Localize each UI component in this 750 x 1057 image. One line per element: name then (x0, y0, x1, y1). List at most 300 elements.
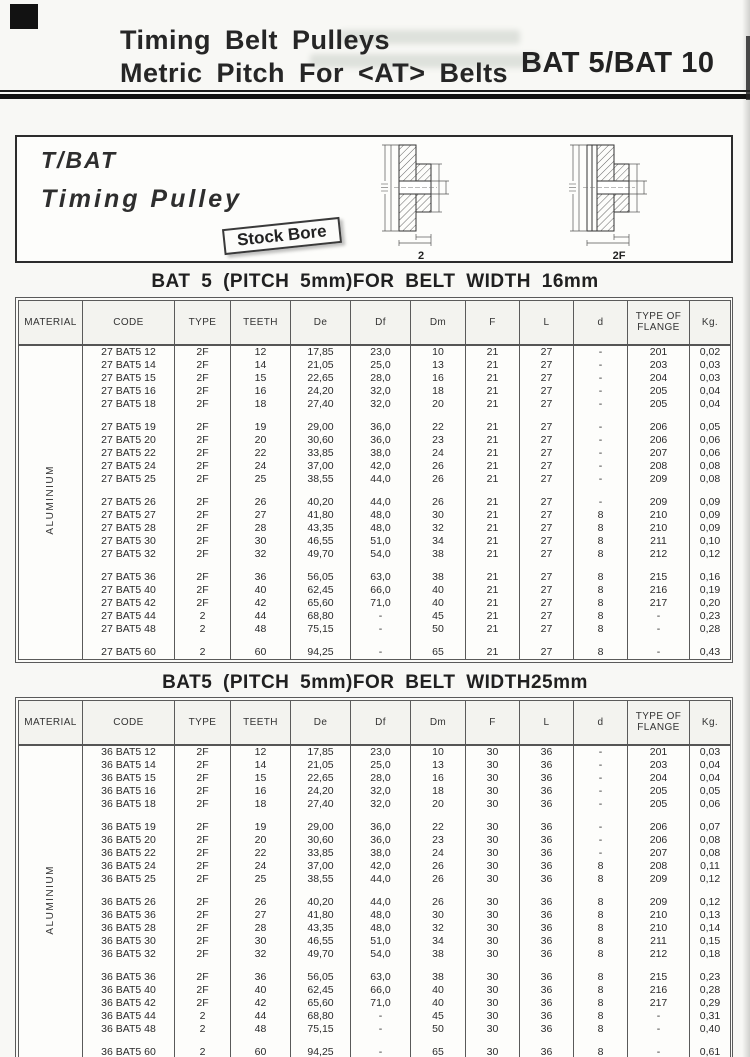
cell-d: - (574, 847, 628, 860)
cell-flange: 210 (628, 922, 690, 935)
cell-dm: 10 (411, 345, 466, 359)
cell-kg: 0,06 (690, 798, 731, 811)
cell-de: 21,05 (291, 359, 351, 372)
cell-df: 48,0 (351, 522, 411, 535)
col-header-f: F (466, 701, 520, 745)
cell-flange: 216 (628, 584, 690, 597)
cell-de: 22,65 (291, 372, 351, 385)
table-row (19, 447, 731, 460)
table-row (19, 834, 731, 847)
col-header-code: CODE (83, 301, 175, 345)
group-gap (19, 561, 731, 571)
cell-f: 30 (466, 821, 520, 834)
cell-de: 40,20 (291, 496, 351, 509)
cell-code: 27 BAT5 27 (83, 509, 175, 522)
table-row (19, 535, 731, 548)
cell-df: 28,0 (351, 772, 411, 785)
product-series: T/BAT (41, 147, 118, 173)
cell-flange: 206 (628, 421, 690, 434)
cell-teeth: 28 (231, 522, 291, 535)
cell-f: 30 (466, 759, 520, 772)
cell-d: 8 (574, 935, 628, 948)
pulley-cross-section-flanged-icon (563, 141, 675, 247)
cell-kg: 0,04 (690, 398, 731, 411)
col-header-df: Df (351, 701, 411, 745)
table-row (19, 385, 731, 398)
pulley-diagram-type2 (365, 141, 477, 262)
cell-de: 46,55 (291, 535, 351, 548)
cell-flange: 209 (628, 473, 690, 486)
table-row (19, 1010, 731, 1023)
cell-dm: 40 (411, 584, 466, 597)
group-gap (19, 961, 731, 971)
cell-f: 30 (466, 909, 520, 922)
cell-de: 49,70 (291, 948, 351, 961)
table-row (19, 597, 731, 610)
cell-type: 2F (175, 922, 231, 935)
col-header-de: De (291, 301, 351, 345)
cell-df: 38,0 (351, 847, 411, 860)
cell-dm: 22 (411, 421, 466, 434)
cell-flange: 205 (628, 385, 690, 398)
table-row (19, 398, 731, 411)
page-header (120, 24, 508, 90)
cell-df: 63,0 (351, 571, 411, 584)
col-header-material: MATERIAL (19, 301, 83, 345)
cell-d: - (574, 385, 628, 398)
cell-teeth: 25 (231, 473, 291, 486)
cell-de: 33,85 (291, 847, 351, 860)
cell-code: 27 BAT5 25 (83, 473, 175, 486)
cell-f: 30 (466, 798, 520, 811)
page-title-line1: Timing Belt Pulleys (120, 25, 391, 55)
cell-l: 27 (520, 496, 574, 509)
cell-de: 68,80 (291, 610, 351, 623)
cell-kg: 0,08 (690, 834, 731, 847)
table-row (19, 785, 731, 798)
cell-teeth: 40 (231, 984, 291, 997)
cell-l: 27 (520, 584, 574, 597)
group-gap (19, 486, 731, 496)
cell-dm: 16 (411, 772, 466, 785)
cell-l: 36 (520, 860, 574, 873)
cell-type: 2F (175, 896, 231, 909)
cell-teeth: 32 (231, 548, 291, 561)
cell-code: 27 BAT5 16 (83, 385, 175, 398)
cell-teeth: 22 (231, 847, 291, 860)
cell-d: 8 (574, 922, 628, 935)
cell-dm: 26 (411, 860, 466, 873)
table-row (19, 896, 731, 909)
cell-df: 25,0 (351, 759, 411, 772)
cell-flange: 205 (628, 798, 690, 811)
cell-dm: 38 (411, 971, 466, 984)
cell-l: 36 (520, 935, 574, 948)
cell-type: 2F (175, 509, 231, 522)
cell-df: 23,0 (351, 745, 411, 759)
cell-type: 2F (175, 548, 231, 561)
cell-de: 49,70 (291, 548, 351, 561)
cell-f: 30 (466, 745, 520, 759)
cell-kg: 0,12 (690, 548, 731, 561)
cell-type: 2F (175, 522, 231, 535)
cell-l: 27 (520, 359, 574, 372)
cell-df: 48,0 (351, 509, 411, 522)
cell-de: 56,05 (291, 571, 351, 584)
cell-teeth: 36 (231, 971, 291, 984)
cell-d: 8 (574, 1023, 628, 1036)
cell-code: 36 BAT5 42 (83, 997, 175, 1010)
cell-code: 36 BAT5 14 (83, 759, 175, 772)
cell-teeth: 27 (231, 909, 291, 922)
cell-de: 17,85 (291, 745, 351, 759)
cell-df: 32,0 (351, 785, 411, 798)
cell-de: 24,20 (291, 385, 351, 398)
cell-type: 2F (175, 798, 231, 811)
cell-type: 2F (175, 597, 231, 610)
cell-flange: 208 (628, 860, 690, 873)
table-row (19, 798, 731, 811)
cell-l: 36 (520, 1046, 574, 1057)
cell-teeth: 27 (231, 509, 291, 522)
diagram-label-2: 2 (417, 250, 425, 262)
cell-code: 36 BAT5 18 (83, 798, 175, 811)
cell-l: 36 (520, 971, 574, 984)
cell-dm: 38 (411, 571, 466, 584)
cell-df: - (351, 646, 411, 660)
cell-df: 42,0 (351, 860, 411, 873)
cell-flange: - (628, 623, 690, 636)
cell-type: 2F (175, 909, 231, 922)
cell-d: 8 (574, 509, 628, 522)
cell-kg: 0,07 (690, 821, 731, 834)
cell-kg: 0,40 (690, 1023, 731, 1036)
cell-kg: 0,43 (690, 646, 731, 660)
cell-kg: 0,08 (690, 473, 731, 486)
table-row (19, 1046, 731, 1057)
cell-dm: 26 (411, 473, 466, 486)
col-header-l: L (520, 701, 574, 745)
cell-de: 65,60 (291, 597, 351, 610)
col-header-df: Df (351, 301, 411, 345)
table-row (19, 509, 731, 522)
cell-f: 21 (466, 571, 520, 584)
cell-dm: 30 (411, 909, 466, 922)
cell-teeth: 60 (231, 646, 291, 660)
cell-de: 29,00 (291, 821, 351, 834)
cell-teeth: 42 (231, 997, 291, 1010)
col-header-teeth: TEETH (231, 701, 291, 745)
cell-code: 27 BAT5 30 (83, 535, 175, 548)
cell-code: 36 BAT5 48 (83, 1023, 175, 1036)
cell-type: 2F (175, 359, 231, 372)
header-row (19, 301, 731, 345)
cell-d: - (574, 759, 628, 772)
cell-teeth: 20 (231, 434, 291, 447)
scan-corner-mark (10, 4, 38, 29)
cell-flange: 210 (628, 509, 690, 522)
cell-l: 36 (520, 785, 574, 798)
cell-type: 2F (175, 860, 231, 873)
cell-f: 30 (466, 873, 520, 886)
cell-d: 8 (574, 997, 628, 1010)
cell-l: 36 (520, 847, 574, 860)
cell-code: 36 BAT5 22 (83, 847, 175, 860)
cell-l: 27 (520, 535, 574, 548)
product-name: Timing Pulley (41, 185, 243, 213)
table-row (19, 997, 731, 1010)
product-box (15, 135, 733, 263)
cell-df: 28,0 (351, 372, 411, 385)
cell-f: 21 (466, 522, 520, 535)
cell-kg: 0,03 (690, 745, 731, 759)
cell-dm: 26 (411, 873, 466, 886)
cell-df: 51,0 (351, 535, 411, 548)
cell-flange: - (628, 1046, 690, 1057)
cell-teeth: 42 (231, 597, 291, 610)
cell-code: 27 BAT5 14 (83, 359, 175, 372)
col-header-kg: Kg. (690, 701, 731, 745)
cell-f: 30 (466, 984, 520, 997)
cell-d: - (574, 834, 628, 847)
table-row (19, 821, 731, 834)
cell-de: 33,85 (291, 447, 351, 460)
cell-d: 8 (574, 984, 628, 997)
cell-flange: 210 (628, 909, 690, 922)
cell-kg: 0,04 (690, 385, 731, 398)
cell-de: 94,25 (291, 646, 351, 660)
cell-type: 2F (175, 345, 231, 359)
cell-type: 2F (175, 421, 231, 434)
cell-f: 21 (466, 372, 520, 385)
cell-l: 36 (520, 896, 574, 909)
cell-kg: 0,19 (690, 584, 731, 597)
cell-f: 30 (466, 971, 520, 984)
cell-d: - (574, 421, 628, 434)
cell-dm: 18 (411, 785, 466, 798)
cell-de: 68,80 (291, 1010, 351, 1023)
cell-de: 22,65 (291, 772, 351, 785)
cell-d: 8 (574, 597, 628, 610)
cell-code: 27 BAT5 60 (83, 646, 175, 660)
cell-flange: 203 (628, 759, 690, 772)
cell-code: 36 BAT5 36 (83, 909, 175, 922)
cell-code: 27 BAT5 40 (83, 584, 175, 597)
cell-dm: 13 (411, 359, 466, 372)
table-row (19, 584, 731, 597)
cell-kg: 0,61 (690, 1046, 731, 1057)
cell-code: 27 BAT5 22 (83, 447, 175, 460)
cell-dm: 26 (411, 896, 466, 909)
cell-df: 66,0 (351, 984, 411, 997)
cell-de: 29,00 (291, 421, 351, 434)
cell-l: 36 (520, 798, 574, 811)
cell-dm: 50 (411, 1023, 466, 1036)
cell-df: 38,0 (351, 447, 411, 460)
cell-type: 2F (175, 821, 231, 834)
cell-type: 2F (175, 385, 231, 398)
cell-dm: 18 (411, 385, 466, 398)
cell-type: 2F (175, 785, 231, 798)
cell-l: 36 (520, 759, 574, 772)
cell-kg: 0,11 (690, 860, 731, 873)
cell-flange: 206 (628, 834, 690, 847)
cell-type: 2F (175, 873, 231, 886)
cell-d: - (574, 359, 628, 372)
cell-f: 30 (466, 772, 520, 785)
cell-type: 2F (175, 984, 231, 997)
cell-dm: 45 (411, 1010, 466, 1023)
cell-teeth: 44 (231, 1010, 291, 1023)
cell-l: 27 (520, 646, 574, 660)
cell-de: 30,60 (291, 834, 351, 847)
cell-d: 8 (574, 610, 628, 623)
cell-l: 36 (520, 922, 574, 935)
cell-teeth: 24 (231, 860, 291, 873)
cell-type: 2F (175, 535, 231, 548)
cell-de: 46,55 (291, 935, 351, 948)
cell-type: 2F (175, 447, 231, 460)
cell-flange: 201 (628, 745, 690, 759)
cell-flange: 212 (628, 948, 690, 961)
col-header-de: De (291, 701, 351, 745)
cell-code: 27 BAT5 32 (83, 548, 175, 561)
cell-type: 2F (175, 571, 231, 584)
cell-flange: 216 (628, 984, 690, 997)
table-row (19, 984, 731, 997)
cell-kg: 0,16 (690, 571, 731, 584)
cell-df: - (351, 610, 411, 623)
cell-de: 37,00 (291, 460, 351, 473)
cell-kg: 0,28 (690, 984, 731, 997)
cell-d: - (574, 798, 628, 811)
cell-d: - (574, 473, 628, 486)
cell-l: 27 (520, 571, 574, 584)
model-code: BAT 5/BAT 10 (521, 47, 715, 79)
cell-l: 27 (520, 447, 574, 460)
cell-kg: 0,23 (690, 610, 731, 623)
cell-kg: 0,08 (690, 847, 731, 860)
cell-f: 30 (466, 785, 520, 798)
cell-flange: - (628, 646, 690, 660)
cell-kg: 0,08 (690, 460, 731, 473)
cell-dm: 38 (411, 948, 466, 961)
cell-kg: 0,10 (690, 535, 731, 548)
cell-d: 8 (574, 1046, 628, 1057)
cell-d: 8 (574, 971, 628, 984)
cell-l: 27 (520, 597, 574, 610)
group-gap (19, 636, 731, 646)
cell-df: 36,0 (351, 421, 411, 434)
table-row (19, 948, 731, 961)
cell-d: - (574, 460, 628, 473)
cell-df: 48,0 (351, 909, 411, 922)
cell-code: 36 BAT5 19 (83, 821, 175, 834)
table-row (19, 873, 731, 886)
cell-dm: 22 (411, 821, 466, 834)
cell-d: 8 (574, 623, 628, 636)
cell-de: 17,85 (291, 345, 351, 359)
table1-title: BAT 5 (PITCH 5mm)FOR BELT WIDTH 16mm (151, 271, 599, 292)
cell-kg: 0,14 (690, 922, 731, 935)
cell-code: 36 BAT5 32 (83, 948, 175, 961)
cell-code: 27 BAT5 18 (83, 398, 175, 411)
cell-l: 36 (520, 948, 574, 961)
table-row (19, 496, 731, 509)
cell-code: 36 BAT5 20 (83, 834, 175, 847)
cell-l: 36 (520, 909, 574, 922)
cell-df: 44,0 (351, 496, 411, 509)
cell-dm: 34 (411, 935, 466, 948)
cell-teeth: 30 (231, 935, 291, 948)
cell-d: - (574, 398, 628, 411)
cell-f: 21 (466, 597, 520, 610)
table-row (19, 548, 731, 561)
cell-kg: 0,05 (690, 421, 731, 434)
cell-dm: 65 (411, 1046, 466, 1057)
cell-df: 51,0 (351, 935, 411, 948)
cell-dm: 65 (411, 646, 466, 660)
cell-kg: 0,03 (690, 372, 731, 385)
cell-type: 2 (175, 610, 231, 623)
cell-f: 21 (466, 398, 520, 411)
cell-d: - (574, 785, 628, 798)
material-cell (19, 745, 83, 1057)
cell-f: 21 (466, 496, 520, 509)
cell-type: 2F (175, 584, 231, 597)
cell-code: 36 BAT5 15 (83, 772, 175, 785)
group-gap (19, 411, 731, 421)
cell-code: 36 BAT5 30 (83, 935, 175, 948)
cell-df: 44,0 (351, 473, 411, 486)
cell-f: 21 (466, 359, 520, 372)
cell-df: - (351, 1010, 411, 1023)
cell-type: 2F (175, 834, 231, 847)
cell-code: 27 BAT5 15 (83, 372, 175, 385)
pulley-table-16mm (18, 300, 731, 660)
cell-f: 21 (466, 509, 520, 522)
cell-kg: 0,20 (690, 597, 731, 610)
cell-dm: 40 (411, 597, 466, 610)
cell-kg: 0,04 (690, 759, 731, 772)
cell-kg: 0,06 (690, 434, 731, 447)
table-row (19, 623, 731, 636)
cell-flange: 206 (628, 821, 690, 834)
table-row (19, 421, 731, 434)
cell-l: 27 (520, 385, 574, 398)
cell-df: 32,0 (351, 798, 411, 811)
cell-teeth: 25 (231, 873, 291, 886)
table-row (19, 745, 731, 759)
cell-code: 36 BAT5 40 (83, 984, 175, 997)
cell-f: 21 (466, 473, 520, 486)
table2-title: BAT5 (PITCH 5mm)FOR BELT WIDTH25mm (162, 672, 588, 693)
cell-f: 21 (466, 623, 520, 636)
table-row (19, 571, 731, 584)
cell-l: 27 (520, 434, 574, 447)
cell-df: 36,0 (351, 834, 411, 847)
cell-l: 27 (520, 610, 574, 623)
cell-teeth: 40 (231, 584, 291, 597)
table-row (19, 610, 731, 623)
cell-l: 27 (520, 623, 574, 636)
cell-flange: 212 (628, 548, 690, 561)
cell-type: 2 (175, 646, 231, 660)
cell-flange: - (628, 1023, 690, 1036)
table2 (15, 697, 733, 1057)
cell-l: 36 (520, 745, 574, 759)
cell-kg: 0,28 (690, 623, 731, 636)
